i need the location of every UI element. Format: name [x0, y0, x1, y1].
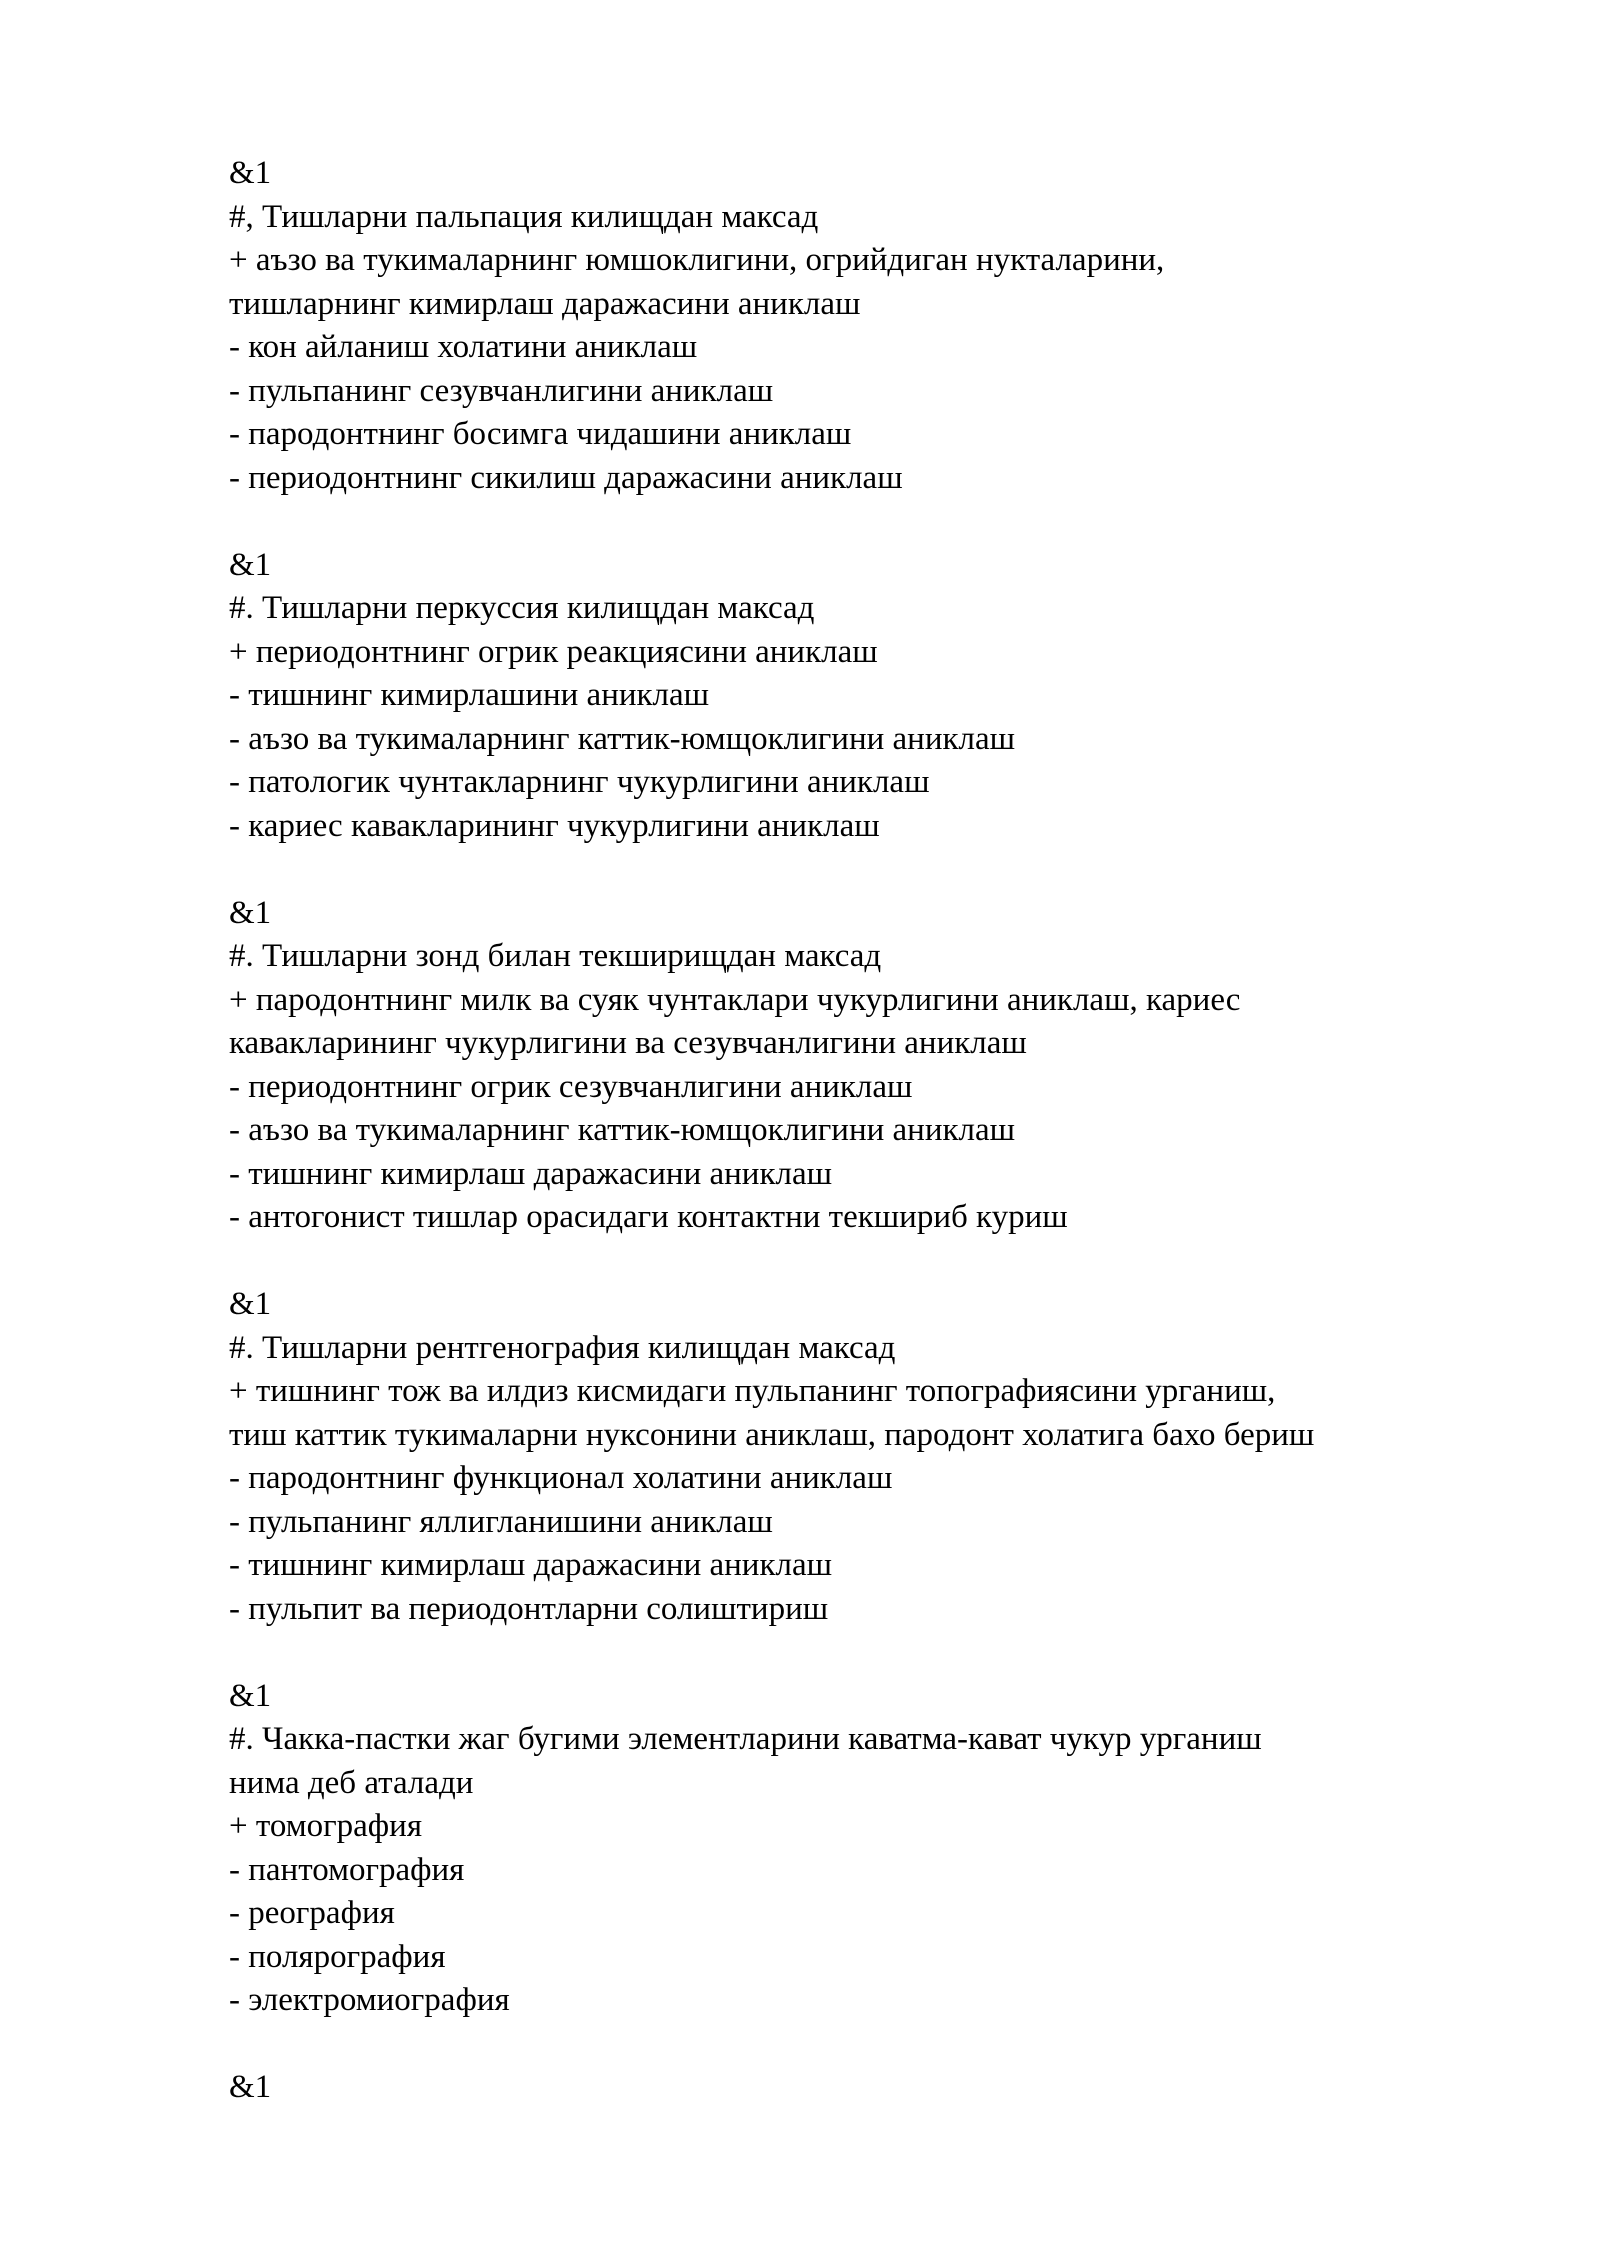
wrong-answer: - реография: [229, 1895, 395, 1931]
question-marker: &1: [229, 546, 272, 583]
question-marker: &1: [229, 1286, 272, 1322]
question-text-continued: нима деб аталади: [229, 1764, 474, 1801]
question-block-3: [229, 892, 1529, 1240]
question-text: #. Тишларни рентгенография килищдан максад: [229, 1329, 896, 1366]
wrong-answer: - электромиография: [229, 1982, 510, 2018]
correct-answer: + аъзо ва тукималарнинг юмшоклигини, огрийдиган нукталарини,: [229, 242, 1165, 278]
wrong-answer: - тишнинг кимирлаш даражасини аниклаш: [229, 1547, 833, 1583]
wrong-answer: - пульпанинг сезувчанлигини аниклаш: [229, 372, 774, 409]
wrong-answer: - аъзо ва тукималарнинг каттик-юмщоклигини аниклаш: [229, 720, 1016, 757]
wrong-answer: - пародонтнинг босимга чидашини аниклаш: [229, 416, 852, 452]
correct-answer-continued: тишларнинг кимирлаш даражасини аниклаш: [229, 285, 861, 322]
question-text: #, Тишларни пальпация килищдан максад: [229, 198, 819, 235]
wrong-answer: - периодонтнинг сикилиш даражасини аниклаш: [229, 459, 903, 496]
correct-answer: + пародонтнинг милк ва суяк чунтаклари чукурлигини аниклаш, кариес: [229, 981, 1241, 1018]
wrong-answer: - аъзо ва тукималарнинг каттик-юмщоклигини аниклаш: [229, 1112, 1016, 1148]
wrong-answer: - тишнинг кимирлаш даражасини аниклаш: [229, 1155, 833, 1192]
wrong-answer: - пантомография: [229, 1851, 465, 1888]
wrong-answer: - пульпит ва периодонтларни солиштириш: [229, 1590, 829, 1627]
wrong-answer: - тишнинг кимирлашини аниклаш: [229, 677, 710, 713]
question-marker: &1: [229, 894, 272, 931]
wrong-answer: - кариес кавакларининг чукурлигини аниклаш: [229, 807, 880, 844]
question-block-6: [229, 2066, 1529, 2110]
wrong-answer: - кон айланиш холатини аниклаш: [229, 329, 698, 365]
question-text: #. Чакка-пастки жаг бугими элементларини каватма-кават чукур урганиш: [229, 1721, 1262, 1757]
question-block-1: [229, 152, 1529, 500]
question-marker: &1: [229, 155, 272, 191]
correct-answer: + томография: [229, 1808, 423, 1844]
document-page: [229, 152, 1529, 2153]
wrong-answer: - пульпанинг яллигланишини аниклаш: [229, 1503, 773, 1540]
question-text: #. Тишларни перкуссия килищдан максад: [229, 590, 815, 626]
question-block-5: [229, 1675, 1529, 2023]
question-block-2: [229, 544, 1529, 849]
wrong-answer: - пародонтнинг функционал холатини аниклаш: [229, 1460, 893, 1496]
question-marker: &1: [229, 1677, 272, 1714]
question-text: #. Тишларни зонд билан текширищдан максад: [229, 938, 882, 974]
correct-answer-continued: тиш каттик тукималарни нуксонини аниклаш, пародонт холатига бахо бериш: [229, 1416, 1315, 1453]
correct-answer-continued: кавакларининг чукурлигини ва сезувчанлигини аниклаш: [229, 1025, 1027, 1061]
wrong-answer: - антогонист тишлар орасидаги контактни текшириб куриш: [229, 1199, 1068, 1235]
wrong-answer: - периодонтнинг огрик сезувчанлигини аниклаш: [229, 1068, 913, 1105]
correct-answer: + тишнинг тож ва илдиз кисмидаги пульпанинг топографиясини урганиш,: [229, 1373, 1276, 1409]
wrong-answer: - поляpография: [229, 1938, 446, 1975]
correct-answer: + периодонтнинг огрик реакциясини аниклаш: [229, 633, 878, 670]
question-block-4: [229, 1283, 1529, 1631]
wrong-answer: - патологик чунтакларнинг чукурлигини аниклаш: [229, 764, 930, 800]
question-marker: &1: [229, 2069, 272, 2105]
